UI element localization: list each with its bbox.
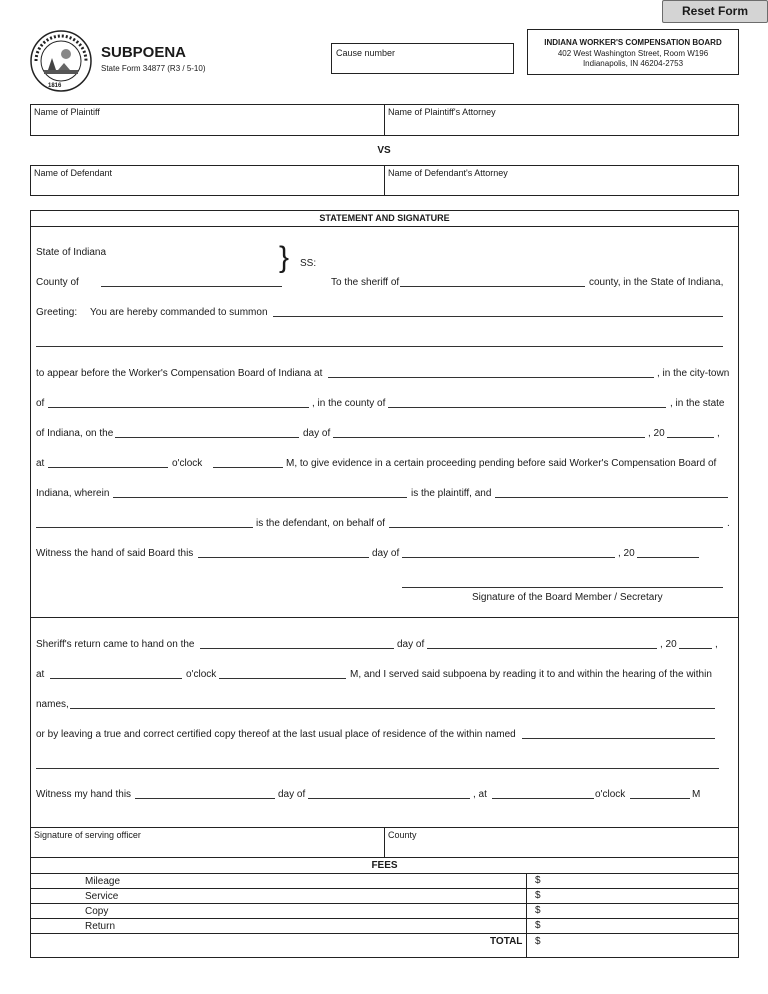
copy-amount-input[interactable]	[527, 904, 738, 918]
return-year-input[interactable]	[679, 648, 712, 649]
served-label: M, and I served said subpoena by reading it to and within the hearing of the within	[350, 669, 712, 680]
service-amount-input[interactable]	[527, 889, 738, 903]
wherein-plaintiff-input[interactable]	[113, 497, 407, 498]
board-address-box	[527, 29, 739, 75]
plaintiff-attorney-field[interactable]	[385, 105, 737, 135]
appear-label: to appear before the Worker's Compensation Board of Indiana at	[36, 368, 323, 379]
county-input[interactable]	[388, 407, 666, 408]
indiana-on-label: of Indiana, on the	[36, 428, 114, 439]
defendant-attorney-label: Name of Defendant's Attorney	[388, 168, 508, 178]
to-sheriff-label: To the sheriff of	[331, 277, 400, 288]
officer-at-label: , at	[473, 789, 487, 800]
indiana-wherein-label: Indiana, wherein	[36, 488, 110, 499]
names-label: names,	[36, 699, 69, 710]
is-defendant-label: is the defendant, on behalf of	[256, 518, 385, 529]
summon-input[interactable]	[273, 316, 723, 317]
dollar-sign: $	[535, 936, 541, 947]
of-label: of	[36, 398, 45, 409]
appear-ampm-input[interactable]	[213, 467, 283, 468]
defendant-name-input[interactable]	[36, 527, 253, 528]
fee-row-label: Copy	[85, 906, 109, 917]
city-town-label: , in the city-town	[657, 368, 730, 379]
defendant-label: Name of Defendant	[34, 168, 113, 178]
dollar-sign: $	[535, 905, 541, 916]
behalf-of-input[interactable]	[389, 527, 723, 528]
reset-form-button[interactable]: Reset Form	[662, 0, 768, 23]
page-title: SUBPOENA	[101, 44, 187, 61]
officer-day-of-label: day of	[278, 789, 306, 800]
officer-month-input[interactable]	[308, 798, 470, 799]
appear-time-input[interactable]	[48, 467, 168, 468]
return-day-input[interactable]	[200, 648, 394, 649]
leaving-label: or by leaving a true and correct certified copy thereof at the last usual place of residence of the within named	[36, 729, 516, 740]
board-address-line1: 402 West Washington Street, Room W196	[557, 49, 709, 58]
fee-row-label: Mileage	[85, 876, 121, 887]
county-state-label: county, in the State of Indiana,	[589, 277, 724, 288]
return-comma-label: ,	[715, 639, 718, 650]
county-of-label: County of	[36, 277, 79, 288]
total-amount-input[interactable]	[527, 934, 738, 957]
appear-month-input[interactable]	[333, 437, 645, 438]
dollar-sign: $	[535, 920, 541, 931]
commanded-label: You are hereby commanded to summon	[90, 307, 268, 318]
cause-number-label: Cause number	[336, 48, 396, 58]
mileage-amount-input[interactable]	[527, 874, 738, 888]
names-input[interactable]	[70, 708, 715, 709]
county-field[interactable]	[385, 828, 737, 856]
return-at-label: at	[36, 669, 45, 680]
evidence-label: M, to give evidence in a certain proceeding pending before said Worker's Compensation Board of	[286, 458, 717, 469]
plaintiff-field[interactable]	[31, 105, 383, 135]
form-number: State Form 34877 (R3 / 5-10)	[101, 64, 206, 73]
day-of-label: day of	[303, 428, 331, 439]
witness-my-hand-label: Witness my hand this	[36, 789, 132, 800]
defendant-field[interactable]	[31, 166, 383, 195]
signature-caption: Signature of the Board Member / Secretary	[472, 592, 663, 603]
fee-total-label: TOTAL	[490, 936, 523, 947]
dollar-sign: $	[535, 875, 541, 886]
return-ampm-input[interactable]	[219, 678, 346, 679]
comma-20-label: , 20	[648, 428, 665, 439]
witness-month-input[interactable]	[402, 557, 615, 558]
officer-ampm-input[interactable]	[630, 798, 690, 799]
cause-number-field[interactable]	[331, 43, 514, 74]
oclock-label: o'clock	[172, 458, 203, 469]
seal-year: 1816	[48, 83, 62, 89]
in-county-label: , in the county of	[312, 398, 386, 409]
return-month-input[interactable]	[427, 648, 657, 649]
city-input[interactable]	[48, 407, 309, 408]
witness-comma-20-label: , 20	[618, 548, 635, 559]
sheriff-county-input[interactable]	[400, 286, 585, 287]
board-signature-input[interactable]	[402, 587, 723, 588]
witness-day-input[interactable]	[198, 557, 369, 558]
officer-m-label: M	[692, 789, 701, 800]
in-state-label: , in the state	[670, 398, 725, 409]
plaintiff-label: Name of Plaintiff	[34, 107, 100, 117]
wherein-defendant-input[interactable]	[495, 497, 728, 498]
appear-day-input[interactable]	[115, 437, 299, 438]
plaintiff-attorney-label: Name of Plaintiff's Attorney	[388, 107, 496, 117]
within-named-line2[interactable]	[36, 768, 719, 769]
return-amount-input[interactable]	[527, 919, 738, 933]
officer-oclock-label: o'clock	[595, 789, 626, 800]
appear-year-input[interactable]	[667, 437, 714, 438]
return-comma-20-label: , 20	[660, 639, 677, 650]
officer-time-input[interactable]	[492, 798, 594, 799]
board-name: INDIANA WORKER'S COMPENSATION BOARD	[544, 38, 722, 47]
greeting-label: Greeting:	[36, 307, 78, 318]
brace-icon: }	[279, 241, 290, 274]
summon-input-line2[interactable]	[36, 346, 723, 347]
within-named-input[interactable]	[522, 738, 715, 739]
ss-label: SS:	[300, 258, 317, 269]
at-label: at	[36, 458, 45, 469]
fees-heading: FEES	[371, 860, 398, 871]
witness-day-of-label: day of	[372, 548, 400, 559]
state-of-indiana: State of Indiana	[36, 247, 107, 258]
is-plaintiff-label: is the plaintiff, and	[411, 488, 492, 499]
witness-label: Witness the hand of said Board this	[36, 548, 194, 559]
witness-year-input[interactable]	[637, 557, 699, 558]
fee-row-label: Service	[85, 891, 119, 902]
county-of-input[interactable]	[101, 286, 282, 287]
officer-day-input[interactable]	[135, 798, 275, 799]
serving-officer-signature-field[interactable]	[31, 828, 383, 856]
return-time-input[interactable]	[50, 678, 182, 679]
appear-location-input[interactable]	[328, 377, 654, 378]
came-to-hand-label: Sheriff's return came to hand on the	[36, 639, 195, 650]
return-oclock-label: o'clock	[186, 669, 217, 680]
defendant-attorney-field[interactable]	[385, 166, 737, 195]
serving-officer-label: Signature of serving officer	[34, 830, 141, 840]
vs-label: VS	[377, 145, 391, 156]
return-day-of-label: day of	[397, 639, 425, 650]
fee-row-label: Return	[85, 921, 116, 932]
board-address-line2: Indianapolis, IN 46204-2753	[582, 59, 684, 68]
statement-heading: STATEMENT AND SIGNATURE	[319, 213, 450, 223]
county-label: County	[388, 830, 417, 840]
dollar-sign: $	[535, 890, 541, 901]
comma-label: ,	[717, 428, 720, 439]
period-label: .	[727, 518, 730, 529]
